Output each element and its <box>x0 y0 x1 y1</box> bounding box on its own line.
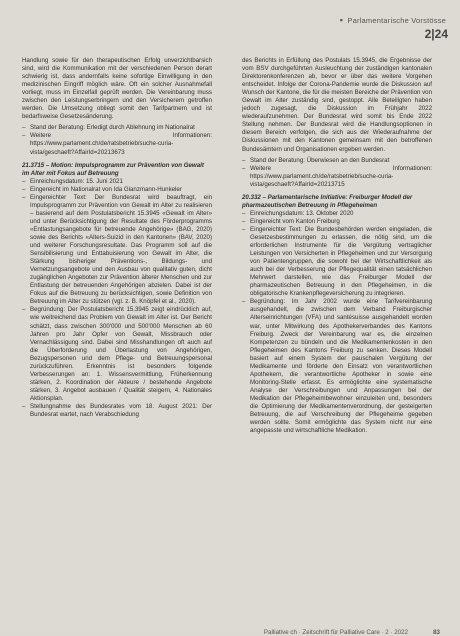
section-title: Parlamentarische Vorstösse <box>347 16 446 25</box>
right-section-heading: 20.332 – Parlamentarische Initiative: Freiburger Modell der pharmazeutischen Betreuung in Pflegeheimen <box>242 193 413 209</box>
right-list-item: – Begründung: Im Jahr 2002 wurde eine Tarifvereinbarung ausgehandelt, die zwischen dem Verband Freiburgischer Alterseinrichtungen (VFA) und santésuisse ausgehandelt worden war, unter Mitwirkung des Apothekerverbandes des Kantons Freiburg. Zweck der Vereinbarung war es, die einzelnen Kompetenzen zu bündeln und die Medikamentenkosten in den Pflegeheimen des Kantons Freiburg zu senken. Dieses Modell basiert auf einem System der pauschalen Vergütung der Medikamente und förderte den Einsatz von verantwortlichen Apothekern, die verantwortliche Apotheker in sowie eine Monitoring-Stelle erfasst. Es ermöglichte eine systematische Analyse der Verschreibungen und Anpassungen bei der Medikation der Pflegeheimbewohner einzuleiten und, besonders die Optimierung der Medikamentenverordnung, der gesteigerten Betreuung, die auf Verschreibung der Pflegeheime gegeben werden sollte. Somit ermöglichte das System nicht nur eine angepasste und wirtschaftliche Medikation. <box>242 298 432 435</box>
running-header <box>340 15 446 25</box>
footer-publication: Palliative ch · Zeitschrift für Palliative Care · 2 · 2022 <box>263 629 408 636</box>
right-list-item: – Einreichungsdatum: 13. Oktober 2020 <box>242 210 432 218</box>
left-column <box>22 57 212 419</box>
left-paragraph: Handlung sowie für den therapeutischen Erfolg unverzichtbarsich sind, wird die Kommunikation mit der verschiedenen Person derart schwierig ist, dass andernfalls keine sofortige Einwilligung in den medizinischen Eingriff möglich wäre. Oft ein solcher Ausnahmefall vorliegt, muss im Einzelfall geprüft werden. Die Vereinbarung muss zwischen den Leistungserbringern und den Versicherern getroffen werden. Die Umsetzung obliegt somit den Tarifpartnern und ist bedarfsweise Gesetzesänderung. <box>22 57 212 121</box>
left-list-item: – Eingereicht im Nationalrat von Ida Glanzmann-Hunkeler <box>22 186 212 194</box>
right-list-item: – Eingereichter Text: Die Bundesbehörden werden eingeladen, die Gesetzesbestimmungen zu erlassen, die nötig sind, um die erforderlichen Instrumente für die Vergütung vertraglicher Leistungen von Versicherten in Pflegeheimen und zur Versorgung von Patientengruppen, die sowohl bei der Wirtschaftlichkeit als auch bei der Verbesserung der Pflegequalität einen tatsächlichen Mehrwert darstellen, wie das Freiburger Modell der pharmazeutischen Betreuung in den Pflegeheimen, in die obligatorische Krankenpflegeversicherung zu integrieren. <box>242 226 432 298</box>
left-list-item: – Eingereichter Text: Der Bundesrat wird beauftragt, ein Impulsprogramm zur Prävention von Gewalt im Alter zu realisieren – basierend auf dem Postulatsbericht 15.3945 «Gewalt im Alter» und unter Berücksichtigung der Resultate des Förderprogramms «Entlastungsangebote für betreuende Angehörige» (BAG, 2020) sowie des Berichts «Alters-Suizid in den Kantonen» (BAV, 2020) und weiterer Forschungsresultate. Das Programm soll auf die Sensibilisierung und Enttabuisierung von Gewalt im Alter, die Stärkung bisheriger Präventions-, Bildungs- und Vernetzungsangebote und den Ausbau von qualitativ guten, dicht zugänglichen Angeboten zur Prävention älterer Menschen und zur Entlastung der betreuenden Angehörigen abzielen. Dabei ist der Fokus auf die Betreuung zu berücksichtigen, sowie Definition von Betreuung im Alter zu stützen (vgl. z. B. Knöpfel et al., 2020). <box>22 194 212 307</box>
left-section-heading: 21.3715 – Motion: Impulsprogramm zur Prävention von Gewalt im Alter mit Fokus auf Betreuung <box>22 161 204 177</box>
left-list-item: – Stellungnahme des Bundesrates vom 18. August 2021: Der Bundesrat wartet, nach Verabschiedung <box>22 403 212 419</box>
right-list-item: – Eingereicht vom Kanton Freiburg <box>242 218 432 226</box>
right-list-item: – Weitere Informationen: https://www.parlament.ch/de/ratsbetrieb/suche-curia-vista/geschaeft?AffairId=20213715 <box>242 165 432 189</box>
left-list-item: – Einreichungsdatum: 15. Juni 2021 <box>22 178 212 186</box>
left-list-item: – Begründung: Der Postulatsbericht 15.3945 zeigt eindrücklich auf, wie weitreichend das Problem von Gewalt im Alter ist. Der Bericht schätzt, dass zwischen 300'000 und 500'000 Menschen ab 60 Jahren pro Jahr Opfer von Gewalt, Missbrauch oder Vernachlässigung sind. Dabei sind Misshandlungen oft auch auf die Überforderung und Überlastung von Angehörigen, Bezugspersonen und dem Pflege- und Betreuungspersonal zurückzuführen. Erkenntnis ist besonders folgende Verbesserungen an: 1. Wissensvermittlung, Früherkennung stärken, 2. Koordination der Akteure / bestehende Angebote stärken, 3. Angebot ausbauen / Qualität steigern, 4. Nationales Aktionsplan. <box>22 306 212 403</box>
right-list-item: – Stand der Beratung: Überwiesen an den Bundesrat <box>242 157 432 165</box>
footer-page-number: 83 <box>433 629 440 636</box>
section-marker-icon: ▪ <box>339 15 344 25</box>
header-page-number: 2|24 <box>424 27 448 41</box>
right-column <box>242 57 432 435</box>
right-paragraph: des Berichts in Erfüllung des Postulats 15.3945, die Ergebnisse der vom BSV durchgeführten Ausleuchtung der zuständigen kantonalen Direktorenkonferenzen ab, bevor er über das weitere Vorgehen entscheidet. Infolge der Corona-Pandemie wurde die Diskussion auf Wunsch der Kantone, die für die meisten Bereiche der Prävention von Gewalt im Alter zuständig sind, gestoppt. Alle Beteiligten haben jedoch zugesagt, die Diskussion im Frühjahr 2022 wiederaufzunehmen. Der Bundesrat wird somit bis Ende 2022 Stellung nehmen. Der Bundesrat wird die Handlungsoptionen in diesem Bereich verfolgen, die sich aus der Wiederaufnahme der Diskussionen mit den Kantonen gemeinsam mit den betroffenen Bundesämtern und Organisationen ergeben werden. <box>242 57 433 153</box>
left-list-item: – Stand der Beratung: Erledigt durch Ablehnung im Nationalrat <box>22 124 212 132</box>
left-list-item: – Weitere Informationen: https://www.parlament.ch/de/ratsbetrieb/suche-curia-vista/geschaeft?AffairId=20213673 <box>22 132 212 156</box>
